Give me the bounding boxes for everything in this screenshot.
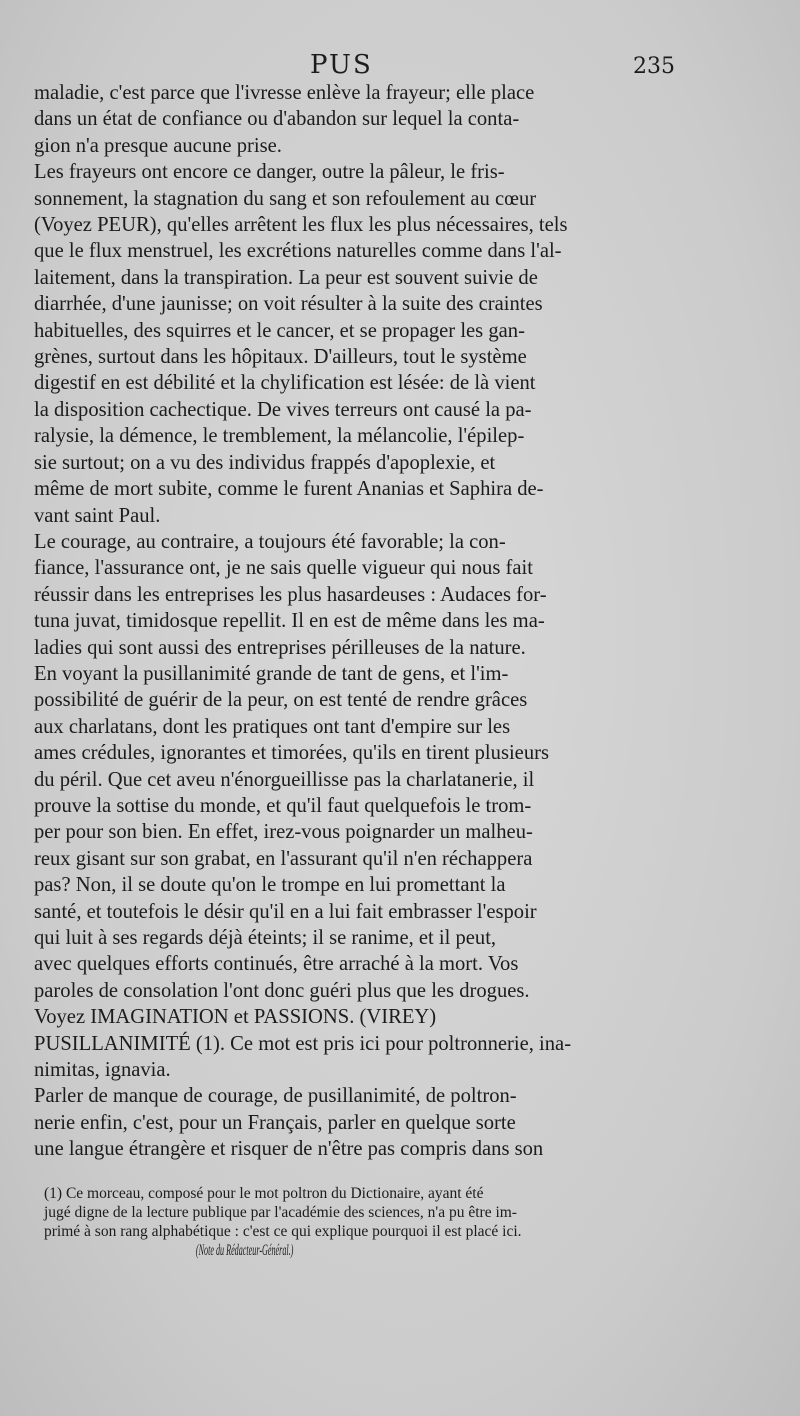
footnote — [44, 1184, 674, 1260]
text-line: ames crédules, ignorantes et timorées, qu'ils en tirent plusieurs — [34, 742, 549, 765]
text-line: paroles de consolation l'ont donc guéri plus que les drogues. — [34, 979, 530, 1002]
text-line: une langue étrangère et risquer de n'être pas compris dans son — [34, 1138, 544, 1161]
footnote-line: primé à son rang alphabétique : c'est ce qui explique pourquoi il est placé ici. — [44, 1223, 522, 1240]
text-line: grènes, surtout dans les hôpitaux. D'ailleurs, tout le système — [34, 346, 527, 369]
text-line: En voyant la pusillanimité grande de tant de gens, et l'im- — [34, 662, 509, 685]
text-line: per pour son bien. En effet, irez-vous poignarder un malheu- — [34, 821, 533, 844]
text-line: la disposition cachectique. De vives terreurs ont causé la pa- — [34, 398, 532, 421]
text-line: (Voyez PEUR), qu'elles arrêtent les flux les plus nécessaires, tels — [34, 214, 568, 237]
text-line: que le flux menstruel, les excrétions naturelles comme dans l'al- — [34, 240, 562, 263]
text-line: reux gisant sur son grabat, en l'assurant qu'il n'en réchappera — [34, 847, 533, 870]
text-line: aux charlatans, dont les pratiques ont tant d'empire sur les — [34, 715, 511, 738]
text-line: Voyez IMAGINATION et PASSIONS. (VIREY) — [34, 1006, 437, 1029]
text-line: digestif en est débilité et la chylification est lésée: de là vient — [34, 372, 536, 395]
text-line: possibilité de guérir de la peur, on est tenté de rendre grâces — [34, 689, 528, 712]
body-text — [34, 80, 670, 1163]
text-line: même de mort subite, comme le furent Ananias et Saphira de- — [34, 478, 544, 501]
text-line: santé, et toutefois le désir qu'il en a lui fait embrasser l'espoir — [34, 900, 537, 923]
text-line: du péril. Que cet aveu n'énorgueillisse pas la charlatanerie, il — [34, 768, 535, 791]
text-line: réussir dans les entreprises les plus hasardeuses : Audaces for- — [34, 583, 547, 606]
text-line: Parler de manque de courage, de pusillanimité, de poltron- — [34, 1085, 517, 1108]
text-line: pas? Non, il se doute qu'on le trompe en lui promettant la — [34, 874, 506, 897]
text-line: gion n'a presque aucune prise. — [34, 134, 282, 157]
text-line: sie surtout; on a vu des individus frappés d'apoplexie, et — [34, 451, 496, 474]
page-number: 235 — [633, 54, 675, 79]
text-line: qui luit à ses regards déjà éteints; il se ranime, et il peut, — [34, 927, 497, 949]
text-line: nimitas, ignavia. — [34, 1059, 171, 1082]
footnote-signature: (Note du Rédacteur-Général.) — [195, 1242, 294, 1259]
text-line: ralysie, la démence, le tremblement, la mélancolie, l'épilep- — [34, 425, 525, 448]
text-line: PUSILLANIMITÉ (1). Ce mot est pris ici pour poltronnerie, ina- — [34, 1032, 572, 1055]
text-line: Les frayeurs ont encore ce danger, outre la pâleur, le fris- — [34, 161, 505, 184]
text-line: avec quelques efforts continués, être arraché à la mort. Vos — [34, 953, 519, 976]
running-head: PUS — [310, 50, 373, 80]
text-line: ladies qui sont aussi des entreprises périlleuses de la nature. — [34, 636, 526, 659]
text-line: sonnement, la stagnation du sang et son refoulement au cœur — [34, 187, 537, 210]
text-line: tuna juvat, timidosque repellit. Il en est de même dans les ma- — [34, 610, 545, 633]
text-line: habituelles, des squirres et le cancer, et se propager les gan- — [34, 319, 525, 342]
footnote-line: jugé digne de la lecture publique par l'académie des sciences, n'a pu être im- — [44, 1204, 517, 1221]
footnote-line: (1) Ce morceau, composé pour le mot poltron du Dictionaire, ayant été — [44, 1185, 484, 1202]
text-line: diarrhée, d'une jaunisse; on voit résulter à la suite des craintes — [34, 293, 543, 316]
text-line: maladie, c'est parce que l'ivresse enlève la frayeur; elle place — [34, 82, 535, 104]
text-line: vant saint Paul. — [34, 504, 161, 527]
text-line: dans un état de confiance ou d'abandon sur lequel la conta- — [34, 108, 520, 131]
text-line: Le courage, au contraire, a toujours été favorable; la con- — [34, 530, 506, 553]
text-line: prouve la sottise du monde, et qu'il faut quelquefois le trom- — [34, 794, 532, 817]
text-line: fiance, l'assurance ont, je ne sais quelle vigueur qui nous fait — [34, 557, 533, 580]
text-line: laitement, dans la transpiration. La peur est souvent suivie de — [34, 266, 538, 289]
text-line: nerie enfin, c'est, pour un Français, parler en quelque sorte — [34, 1111, 516, 1134]
